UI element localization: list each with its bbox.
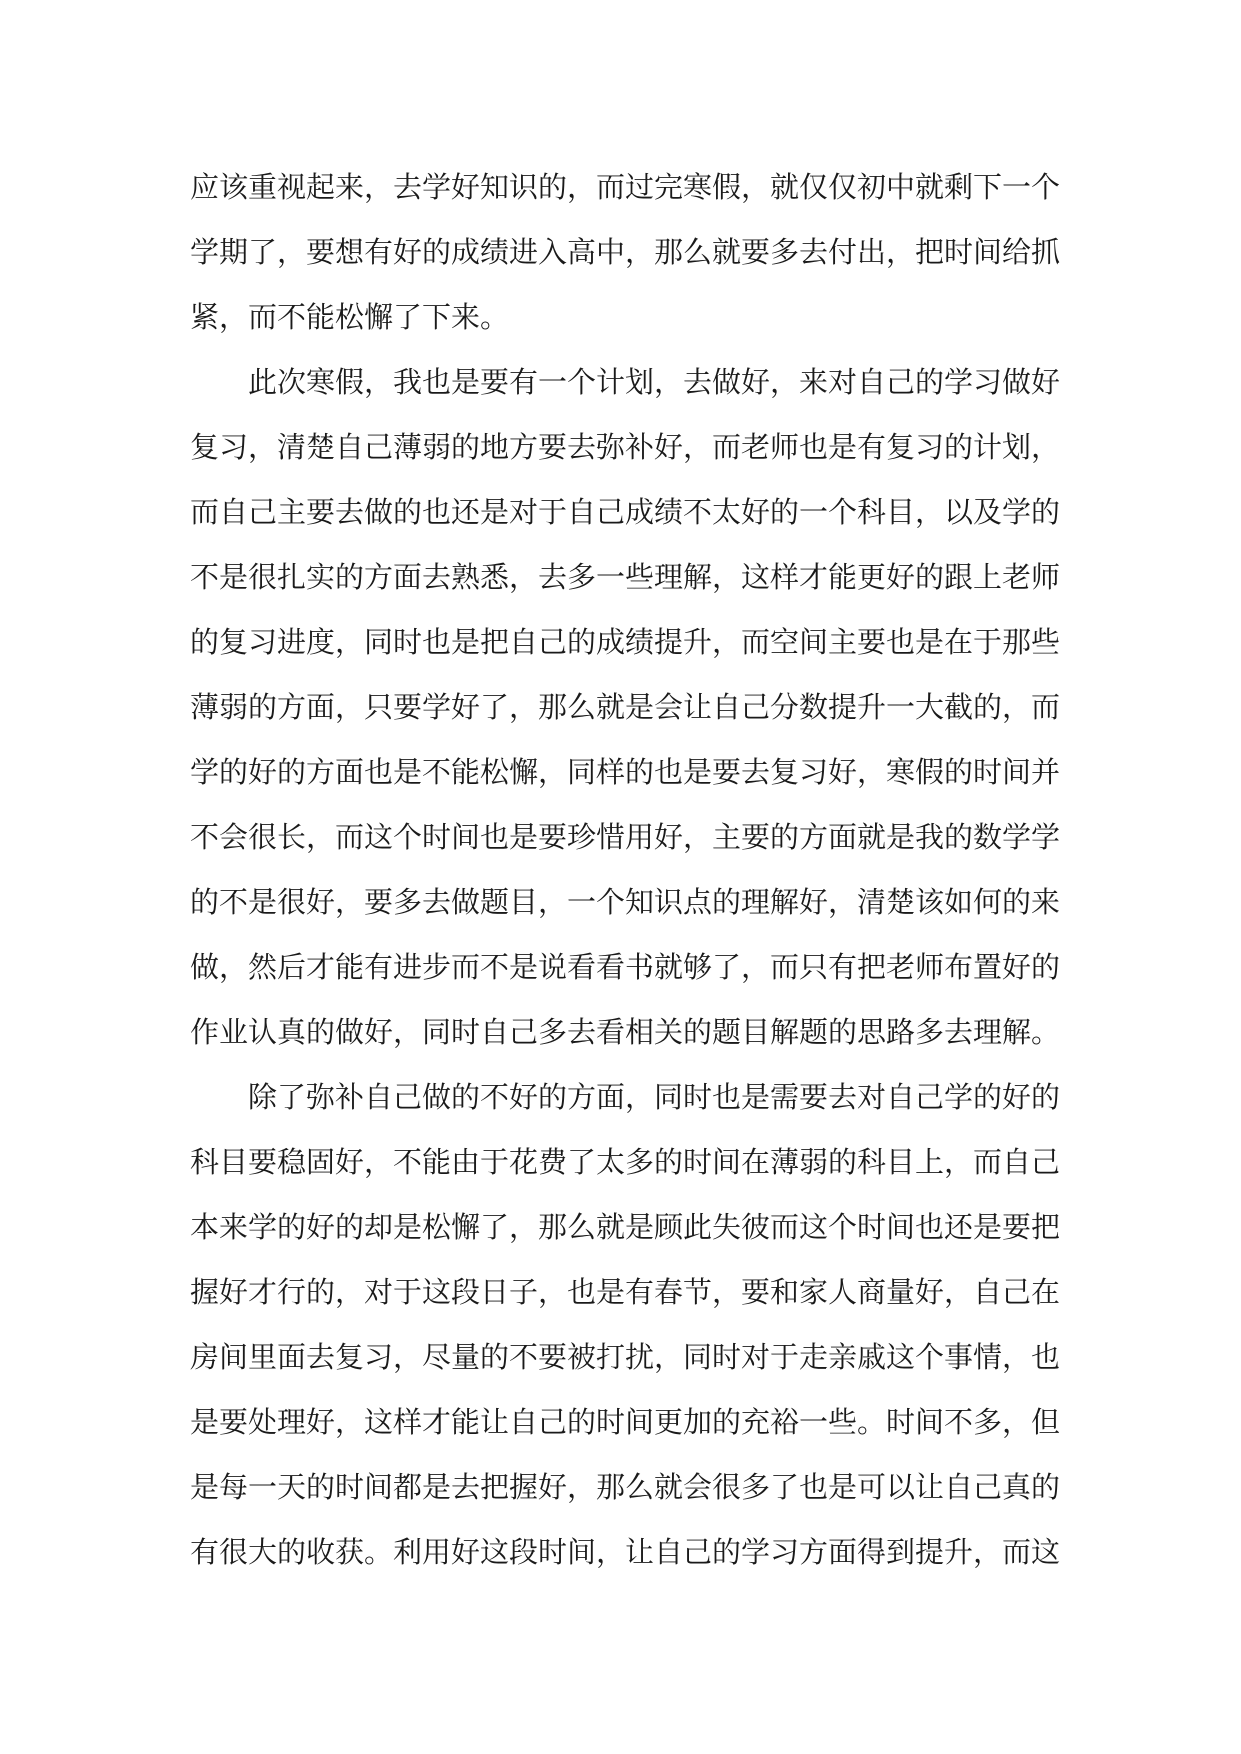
- text-line: 除了弥补自己做的不好的方面，同时也是需要去对自己学的好的: [248, 1080, 1061, 1114]
- text-line: 此次寒假，我也是要有一个计划，去做好，来对自己的学习做好: [248, 365, 1061, 399]
- paragraph: [190, 350, 1061, 1065]
- text-line: 应该重视起来，去学好知识的，而过完寒假，就仅仅初中就剩下一个: [190, 170, 1061, 204]
- text-line: 学的好的方面也是不能松懈，同样的也是要去复习好，寒假的时间并: [190, 755, 1061, 789]
- text-line: 科目要稳固好，不能由于花费了太多的时间在薄弱的科目上，而自己: [190, 1145, 1061, 1179]
- text-line: 不会很长，而这个时间也是要珍惜用好，主要的方面就是我的数学学: [190, 820, 1061, 854]
- text-line: 复习，清楚自己薄弱的地方要去弥补好，而老师也是有复习的计划，: [190, 430, 1061, 464]
- text-line: 紧，而不能松懈了下来。: [190, 300, 510, 334]
- document-body: [190, 155, 1061, 1585]
- text-line: 的不是很好，要多去做题目，一个知识点的理解好，清楚该如何的来: [190, 885, 1061, 919]
- text-line: 的复习进度，同时也是把自己的成绩提升，而空间主要也是在于那些: [190, 625, 1061, 659]
- paragraph: [190, 1065, 1061, 1585]
- text-line: 作业认真的做好，同时自己多去看相关的题目解题的思路多去理解。: [190, 1015, 1061, 1049]
- text-line: 做，然后才能有进步而不是说看看书就够了，而只有把老师布置好的: [190, 950, 1061, 984]
- text-line: 是每一天的时间都是去把握好，那么就会很多了也是可以让自己真的: [190, 1470, 1061, 1504]
- text-line: 学期了，要想有好的成绩进入高中，那么就要多去付出，把时间给抓: [190, 235, 1061, 269]
- text-line: 是要处理好，这样才能让自己的时间更加的充裕一些。时间不多，但: [190, 1405, 1061, 1439]
- text-line: 房间里面去复习，尽量的不要被打扰，同时对于走亲戚这个事情，也: [190, 1340, 1061, 1374]
- paragraph: [190, 155, 1061, 350]
- text-line: 薄弱的方面，只要学好了，那么就是会让自己分数提升一大截的，而: [190, 690, 1061, 724]
- text-line: 握好才行的，对于这段日子，也是有春节，要和家人商量好，自己在: [190, 1275, 1061, 1309]
- text-line: 不是很扎实的方面去熟悉，去多一些理解，这样才能更好的跟上老师: [190, 560, 1061, 594]
- text-line: 有很大的收获。利用好这段时间，让自己的学习方面得到提升，而这: [190, 1535, 1061, 1569]
- text-line: 而自己主要去做的也还是对于自己成绩不太好的一个科目，以及学的: [190, 495, 1061, 529]
- text-line: 本来学的好的却是松懈了，那么就是顾此失彼而这个时间也还是要把: [190, 1210, 1061, 1244]
